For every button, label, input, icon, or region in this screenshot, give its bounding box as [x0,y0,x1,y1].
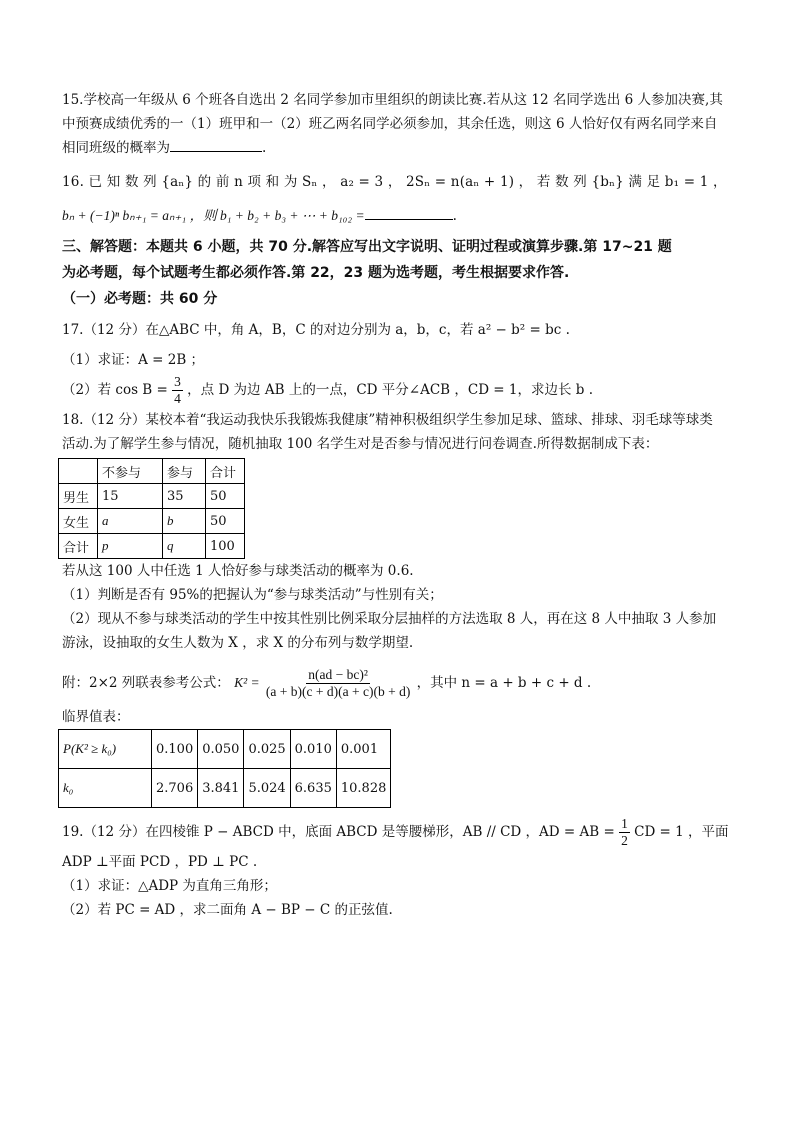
q16-line2: bₙ + (−1)ⁿ bₙ₊₁ = aₙ₊₁ ，则 b₁ + b₂ + b₃ + ⋯ + b₁₀₂ = [62,208,365,223]
formula-lhs: K² = [234,675,260,690]
q16-line1: 16. 已 知 数 列 {aₙ} 的 前 n 项 和 为 Sₙ ， a₂ = 3 ， 2Sₙ = n(aₙ + 1) ， 若 数 列 {bₙ} 满 足 b₁ = 1 ， [62,174,727,190]
exam-page [62,88,734,922]
q19-part1: （1）求证：△ADP 为直角三角形； [62,878,277,894]
table-row: P(K² ≥ k₀) 0.100 0.050 0.025 0.010 0.001 [59,730,391,769]
section-3-line1: 三、解答题：本题共 6 小题，共 70 分.解答应写出文字说明、证明过程或演算步骤.第 17~21 题 [62,239,672,255]
q17-stem: 17.（12 分）在△ABC 中，角 A，B，C 的对边分别为 a，b，c，若 a² − b² = bc . [62,322,570,338]
q19-line2: ADP ⊥平面 PCD ，PD ⊥ PC . [62,854,258,870]
chi-square-fraction: $\frac{\text{n(ad − bc)²}}{(a + b)(c + d)(a + c)(b + d)}$ [265,667,411,699]
q18-part2b: 游泳，设抽取的女生人数为 X ，求 X 的分布列与数学期望. [62,635,414,651]
q15-line2: 中预赛成绩优秀的一（1）班甲和一（2）班乙两名同学必须参加，其余任选，则这 6 人恰好仅有两名同学来自 [62,116,718,132]
table-row: k₀ 2.706 3.841 5.024 6.635 10.828 [59,769,391,808]
q15-line3: 相同班级的概率为 [62,140,170,156]
formula-suffix: ，其中 n = a + b + c + d . [416,675,592,691]
critical-value-label: 临界值表： [62,709,130,725]
survey-table [58,458,245,559]
question-18 [62,408,734,808]
q18-part1: （1）判断是否有 95%的把握认为“参与球类活动”与性别有关； [62,587,443,603]
table-row: 不参与 参与 合计 [59,459,245,484]
q19-line1-post: CD = 1 ，平面 [634,824,729,840]
q17-part1: （1）求证：A = 2B ； [62,352,205,368]
answer-blank-15[interactable] [170,137,262,152]
question-15: 15.学校高一年级从 6 个班各自选出 2 名同学参加市里组织的朗读比赛.若从这 12 名同学选出 6 人参加决赛,其 中预赛成绩优秀的一（1）班甲和一（2）班乙两名同学必须参加，其余任选，则这 6 人恰好仅有两名同学来自 相同班级的概率为 . [62,88,734,160]
critical-value-table [58,729,391,808]
answer-blank-16[interactable] [365,205,453,220]
q19-line1-pre: 19.（12 分）在四棱锥 P − ABCD 中，底面 ABCD 是等腰梯形，AB // CD ，AD = AB = [62,824,615,840]
question-19 [62,814,734,922]
q15-line1: 15.学校高一年级从 6 个班各自选出 2 名同学参加市里组织的朗读比赛.若从这 12 名同学选出 6 人参加决赛,其 [62,92,723,108]
q18-line1: 18.（12 分）某校本着“我运动我快乐我锻炼我健康”精神积极组织学生参加足球、篮球、排球、羽毛球等球类 [62,412,713,428]
q17-part2-post: ，点 D 为边 AB 上的一点，CD 平分∠ACB ，CD = 1，求边长 b . [187,382,594,398]
table-row: 合计 p q 100 [59,534,245,559]
section-3-heading [62,234,734,312]
section-3-subheading: （一）必考题：共 60 分 [62,291,218,307]
q17-part2-pre: （2）若 cos B = [62,382,168,398]
table-row: 女生 a b 50 [59,509,245,534]
q19-part2: （2）若 PC = AD ，求二面角 A − BP − C 的正弦值. [62,902,393,918]
table-row: 男生 15 35 50 [59,484,245,509]
formula-prefix: 附：2×2 列联表参考公式： [62,675,230,691]
q18-after-table: 若从这 100 人中任选 1 人恰好参与球类活动的概率为 0.6. [62,563,414,579]
question-17 [62,318,734,408]
question-16: 16. 已 知 数 列 {aₙ} 的 前 n 项 和 为 Sₙ ， a₂ = 3 ， 2Sₙ = n(aₙ + 1) ， 若 数 列 {bₙ} 满 足 b₁ = 1 ， bₙ + (−1)ⁿ bₙ₊₁ = aₙ₊₁ ，则 b₁ + b₂ + b₃ + ⋯ + b₁₀₂ = . [62,170,734,228]
fraction-3-4: $\frac{3}{4}$ [174,374,181,406]
fraction-1-2: $\frac{1}{2}$ [621,816,628,848]
q18-line2: 活动.为了解学生参与情况，随机抽取 100 名学生对是否参与情况进行问卷调查.所得数据制成下表： [62,436,659,452]
q18-part2a: （2）现从不参与球类活动的学生中按其性别比例采取分层抽样的方法选取 8 人，再在这 8 人中抽取 3 人参加 [62,611,717,627]
section-3-line2: 为必考题，每个试题考生都必须作答.第 22，23 题为选考题，考生根据要求作答. [62,265,570,281]
